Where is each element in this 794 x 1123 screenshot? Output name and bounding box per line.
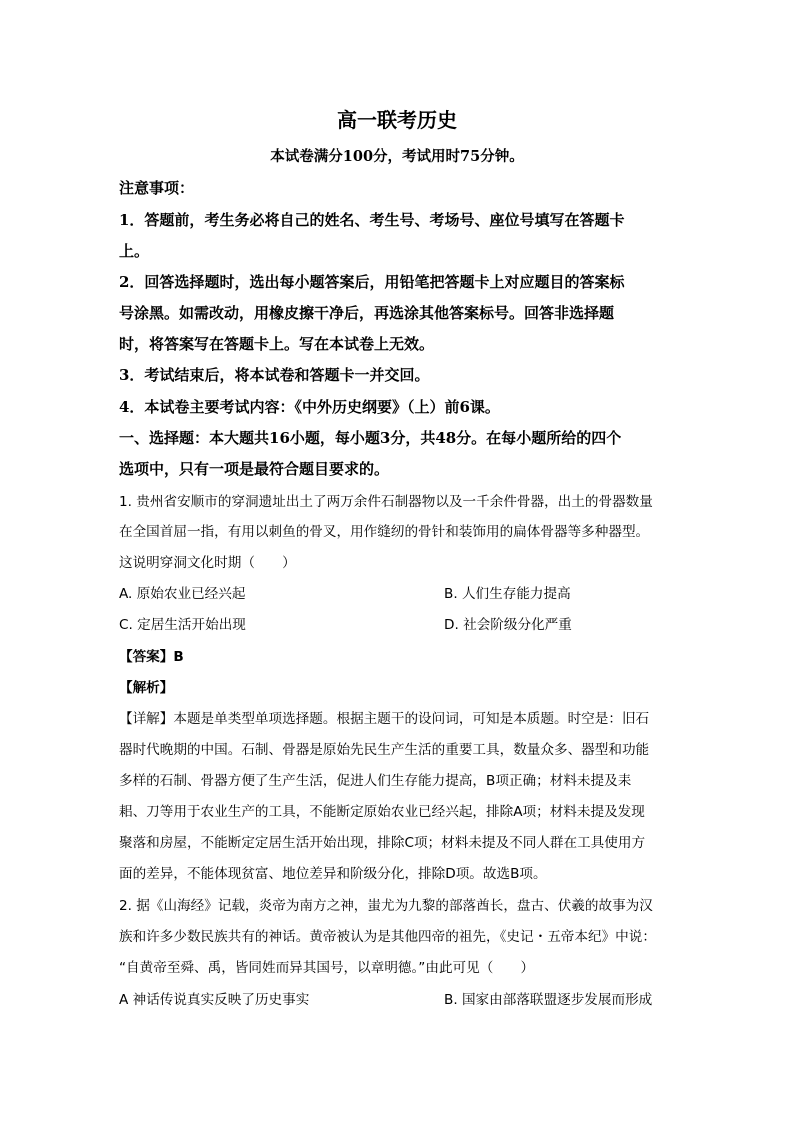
exam-title: 高一联考历史 — [337, 108, 457, 132]
question-1-detail: 器时代晚期的中国。石制、骨器是原始先民生产生活的重要工具，数量众多、器型和功能 — [119, 742, 650, 758]
question-1-stem: 这说明穿洞文化时期（ ） — [119, 555, 296, 571]
question-1-detail: 【详解】本题是单类型单项选择题。根据主题干的设问词，可知是本质题。时空是：旧石 — [119, 711, 650, 727]
question-2-option-a: A 神话传说真实反映了历史事实 — [119, 992, 310, 1008]
exam-subtitle: 本试卷满分100分，考试用时75分钟。 — [270, 148, 524, 165]
section-heading: 选项中，只有一项是最符合题目要求的。 — [119, 460, 390, 478]
notice-line: 上。 — [119, 242, 150, 260]
section-heading: 一、选择题：本大题共16小题，每小题3分，共48分。在每小题所给的四个 — [119, 429, 622, 447]
question-1-detail: 面的差异，不能体现贫富、地位差异和阶级分化，排除D项。故选B项。 — [119, 866, 547, 882]
question-1-option-d: D. 社会阶级分化严重 — [444, 617, 572, 633]
question-2-stem: 族和许多少数民族共有的神话。黄帝被认为是其他四帝的祖先，《史记・五帝本纪》中说： — [119, 929, 656, 945]
question-1-option-b: B. 人们生存能力提高 — [444, 586, 571, 602]
question-1-option-a: A. 原始农业已经兴起 — [119, 586, 246, 602]
notice-line: 时，将答案写在答题卡上。写在本试卷上无效。 — [119, 335, 435, 353]
notice-line: 3．考试结束后，将本试卷和答题卡一并交回。 — [119, 366, 430, 384]
notice-line: 2．回答选择题时，选出每小题答案后，用铅笔把答题卡上对应题目的答案标 — [119, 273, 625, 291]
question-1-stem: 1. 贵州省安顺市的穿洞遗址出土了两万余件石制器物以及一千余件骨器，出土的骨器数量 — [119, 494, 653, 510]
question-1-detail: 耜、刀等用于农业生产的工具，不能断定原始农业已经兴起，排除A项；材料未提及发现 — [119, 804, 645, 820]
question-1-option-c: C. 定居生活开始出现 — [119, 617, 246, 633]
notice-heading: 注意事项： — [119, 179, 195, 197]
notice-line: 1．答题前，考生务必将自己的姓名、考生号、考场号、座位号填写在答题卡 — [119, 211, 625, 229]
question-1-detail: 聚落和房屋，不能断定定居生活开始出现，排除C项；材料未提及不同人群在工具使用方 — [119, 835, 646, 851]
question-2-stem: 2. 据《山海经》记载，炎帝为南方之神，蚩尤为九黎的部落酋长，盘古、伏羲的故事为汉 — [119, 898, 653, 914]
question-1-stem: 在全国首屈一指，有用以刺鱼的骨叉，用作缝纫的骨针和装饰用的扁体骨器等多种器型。 — [119, 524, 650, 540]
question-2-stem: “自黄帝至舜、禹，皆同姓而异其国号，以章明德。”由此可见（ ） — [119, 960, 535, 976]
question-1-answer: 【答案】B — [119, 649, 184, 665]
question-2-option-b: B. 国家由部落联盟逐步发展而形成 — [444, 992, 653, 1008]
notice-line: 号涂黑。如需改动，用橡皮擦干净后，再选涂其他答案标号。回答非选择题 — [119, 304, 615, 322]
question-1-analysis-label: 【解析】 — [119, 680, 174, 696]
notice-line: 4．本试卷主要考试内容：《中外历史纲要》（上）前6课。 — [119, 398, 500, 416]
question-1-detail: 多样的石制、骨器方便了生产生活，促进人们生存能力提高，B项正确；材料未提及耒 — [119, 773, 632, 789]
